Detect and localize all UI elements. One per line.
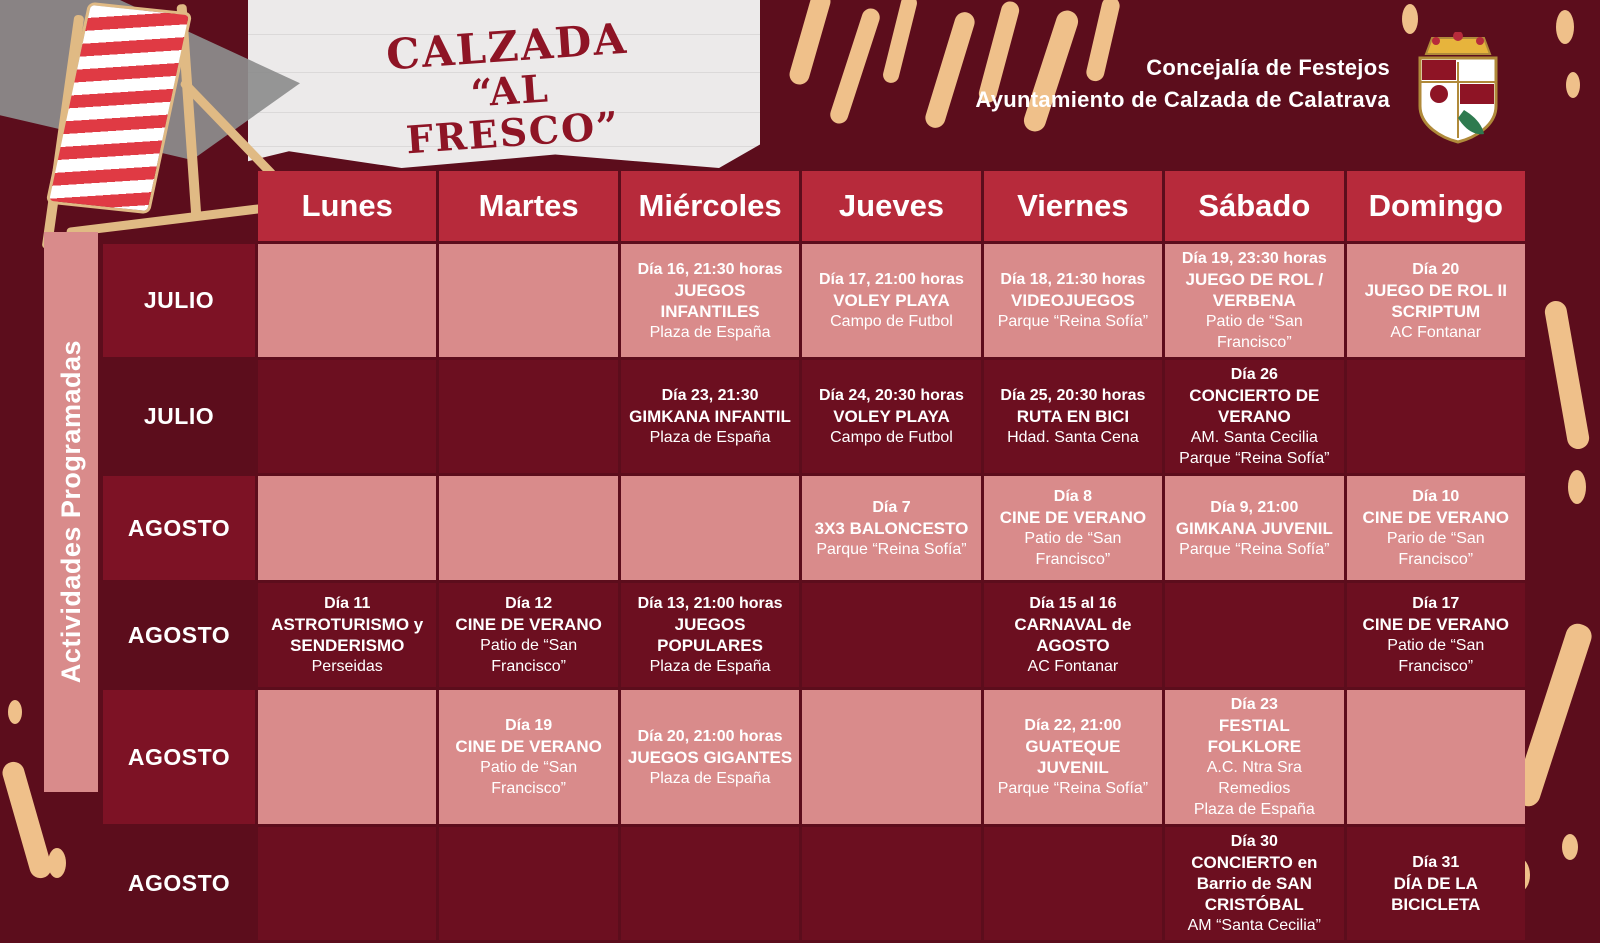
event-cell [1347, 827, 1525, 940]
decorative-stroke [828, 6, 882, 126]
day-header-viernes: Viernes [984, 171, 1162, 241]
event-date: Día 17 [1412, 595, 1460, 612]
empty-cell [802, 583, 980, 687]
month-label: AGOSTO [103, 690, 255, 824]
day-header-martes: Martes [439, 171, 617, 241]
table-row [103, 476, 1525, 580]
event-date: Día 22, 21:00 [1024, 717, 1122, 734]
event-place: Hdad. Santa Cena [1007, 429, 1139, 446]
activities-table [100, 168, 1528, 943]
event-cell [621, 244, 799, 357]
table-header-row [103, 171, 1525, 241]
empty-cell [802, 690, 980, 824]
poster-logo [356, 14, 664, 165]
event-date: Día 18, 21:30 horas [1000, 271, 1146, 288]
event-date: Día 10 [1412, 488, 1460, 505]
event-date: Día 17, 21:00 horas [818, 271, 964, 288]
organizer-line-1: Concejalía de Festejos [1146, 55, 1390, 80]
event-title: RUTA EN BICI [1016, 407, 1130, 426]
event-cell [984, 360, 1162, 473]
empty-cell [258, 827, 436, 940]
empty-cell [621, 827, 799, 940]
event-place: Campo de Futbol [830, 429, 953, 446]
event-place: Patio de “San Francisco” [480, 637, 578, 675]
organizer-line-2: Ayuntamiento de Calzada de Calatrava [975, 87, 1390, 112]
event-cell [1347, 476, 1525, 580]
event-title: VOLEY PLAYA [833, 291, 950, 310]
event-place: Parque “Reina Sofía” [1179, 540, 1330, 558]
event-place: Patio de “San Francisco” [480, 759, 578, 797]
event-place-secondary: Plaza de España [1193, 801, 1315, 818]
table-body [103, 244, 1525, 940]
event-title: CARNAVAL de AGOSTO [1014, 615, 1132, 655]
month-label: AGOSTO [103, 583, 255, 687]
empty-cell [621, 476, 799, 580]
event-date: Día 23, 21:30 [661, 387, 759, 404]
event-date: Día 7 [872, 498, 911, 516]
event-cell [621, 583, 799, 687]
decorative-stroke [787, 0, 833, 87]
month-label: JULIO [103, 244, 255, 357]
empty-cell [1347, 360, 1525, 473]
event-place: AM “Santa Cecilia” [1187, 917, 1321, 934]
event-cell [1165, 827, 1343, 940]
event-cell [1347, 583, 1525, 687]
event-title: CINE DE VERANO [1362, 508, 1509, 527]
event-place: AC Fontanar [1390, 323, 1482, 341]
month-label: AGOSTO [103, 476, 255, 580]
empty-cell [439, 244, 617, 357]
event-cell [1165, 476, 1343, 580]
empty-cell [258, 244, 436, 357]
empty-cell [439, 476, 617, 580]
decorative-blob [48, 848, 66, 878]
event-place: Plaza de España [649, 769, 771, 787]
decorative-blob [1566, 72, 1580, 98]
decorative-blob [1562, 834, 1578, 860]
event-date: Día 25, 20:30 horas [1000, 387, 1146, 404]
empty-cell [1165, 583, 1343, 687]
event-title: FESTIAL FOLKLORE [1207, 716, 1302, 756]
event-date: Día 19, 23:30 horas [1181, 250, 1327, 267]
day-header-sabado: Sábado [1165, 171, 1343, 241]
event-date: Día 23 [1230, 696, 1278, 713]
event-place: Parque “Reina Sofía” [816, 540, 967, 558]
event-place: Patio de “San Francisco” [1205, 313, 1303, 351]
event-place: Campo de Futbol [830, 313, 953, 330]
event-date: Día 26 [1230, 366, 1278, 383]
event-place: AC Fontanar [1027, 658, 1119, 675]
empty-cell [258, 690, 436, 824]
event-title: JUEGOS POPULARES [657, 615, 763, 655]
event-date: Día 19 [505, 717, 553, 734]
event-place: Parque “Reina Sofía” [997, 780, 1149, 797]
decorative-blob [8, 700, 22, 724]
event-place: Patio de “San Francisco” [1387, 637, 1485, 675]
event-title: VIDEOJUEGOS [1011, 291, 1135, 310]
event-date: Día 31 [1412, 854, 1460, 871]
event-date: Día 20 [1412, 260, 1460, 278]
event-place: Plaza de España [649, 323, 771, 341]
event-date: Día 30 [1230, 833, 1278, 850]
event-cell [984, 583, 1162, 687]
day-header-miercoles: Miércoles [621, 171, 799, 241]
event-cell [984, 476, 1162, 580]
event-date: Día 12 [505, 595, 553, 612]
event-cell [439, 690, 617, 824]
event-title: JUEGO DE ROL / VERBENA [1185, 270, 1324, 310]
month-label: JULIO [103, 360, 255, 473]
event-cell [1165, 244, 1343, 357]
empty-cell [439, 360, 617, 473]
empty-cell [802, 827, 980, 940]
coat-of-arms-icon [1414, 32, 1502, 144]
decorative-blob [1402, 4, 1418, 34]
logo-line-2: “AL FRESCO” [404, 65, 622, 163]
side-label [44, 232, 98, 792]
event-place-secondary: Parque “Reina Sofía” [1179, 450, 1330, 467]
event-title: CINE DE VERANO [455, 615, 602, 634]
event-title: CONCIERTO DE VERANO [1189, 386, 1320, 426]
event-date: Día 8 [1053, 488, 1093, 505]
event-cell [802, 360, 980, 473]
empty-cell [258, 476, 436, 580]
event-title: ASTROTURISMO y SENDERISMO [271, 615, 424, 655]
event-cell [621, 690, 799, 824]
event-title: CINE DE VERANO [455, 737, 602, 756]
event-title: 3X3 BALONCESTO [814, 518, 969, 538]
logo-line-1: CALZADA [384, 13, 630, 80]
event-title: CINE DE VERANO [1362, 615, 1509, 634]
event-cell [439, 583, 617, 687]
event-cell [802, 244, 980, 357]
event-cell [1165, 360, 1343, 473]
decorative-stroke [1543, 299, 1591, 451]
day-header-domingo: Domingo [1347, 171, 1525, 241]
event-place: Plaza de España [649, 429, 771, 446]
table-corner-cell [103, 171, 255, 241]
event-title: DÍA DE LA BICICLETA [1391, 874, 1481, 914]
event-place: Parque “Reina Sofía” [997, 313, 1149, 330]
empty-cell [439, 827, 617, 940]
event-date: Día 15 al 16 [1029, 595, 1117, 612]
month-label: AGOSTO [103, 827, 255, 940]
event-place: A.C. Ntra Sra Remedios [1206, 759, 1302, 797]
event-date: Día 9, 21:00 [1210, 498, 1299, 516]
event-date: Día 24, 20:30 horas [818, 387, 964, 404]
event-title: GIMKANA JUVENIL [1175, 518, 1333, 538]
event-title: JUEGOS GIGANTES [627, 747, 793, 767]
event-title: JUEGO DE ROL II SCRIPTUM [1364, 280, 1507, 321]
empty-cell [258, 360, 436, 473]
event-date: Día 11 [324, 595, 371, 612]
event-title: GUATEQUE JUVENIL [1025, 737, 1121, 777]
event-title: VOLEY PLAYA [833, 407, 950, 426]
day-header-jueves: Jueves [802, 171, 980, 241]
table-row [103, 244, 1525, 357]
event-cell [802, 476, 980, 580]
event-title: CINE DE VERANO [999, 508, 1147, 527]
event-title: GIMKANA INFANTIL [629, 407, 791, 426]
decorative-stroke [881, 0, 918, 85]
event-place: AM. Santa Cecilia [1190, 429, 1318, 446]
empty-cell [984, 827, 1162, 940]
event-place: Patio de “San Francisco” [1024, 530, 1122, 568]
event-cell [258, 583, 436, 687]
event-date: Día 20, 21:00 horas [637, 727, 783, 745]
day-header-lunes: Lunes [258, 171, 436, 241]
event-cell [1347, 244, 1525, 357]
decorative-blob [1556, 10, 1574, 44]
event-cell [984, 244, 1162, 357]
decorative-blob [1568, 470, 1586, 504]
table-row [103, 690, 1525, 824]
organizer-header [975, 52, 1390, 116]
event-title: JUEGOS INFANTILES [660, 280, 760, 321]
event-date: Día 16, 21:30 horas [637, 260, 783, 278]
event-cell [984, 690, 1162, 824]
table-row [103, 360, 1525, 473]
table-row [103, 583, 1525, 687]
event-place: Perseidas [311, 658, 383, 675]
event-title: CONCIERTO en Barrio de SAN CRISTÓBAL [1191, 853, 1318, 914]
decorative-stroke [923, 10, 977, 131]
event-cell [621, 360, 799, 473]
event-place: Plaza de España [649, 658, 771, 675]
table-row [103, 827, 1525, 940]
event-date: Día 13, 21:00 horas [637, 595, 783, 612]
event-cell [1165, 690, 1343, 824]
event-place: Pario de “San Francisco” [1386, 530, 1485, 568]
empty-cell [1347, 690, 1525, 824]
side-label-text: Actividades Programadas [55, 340, 86, 684]
